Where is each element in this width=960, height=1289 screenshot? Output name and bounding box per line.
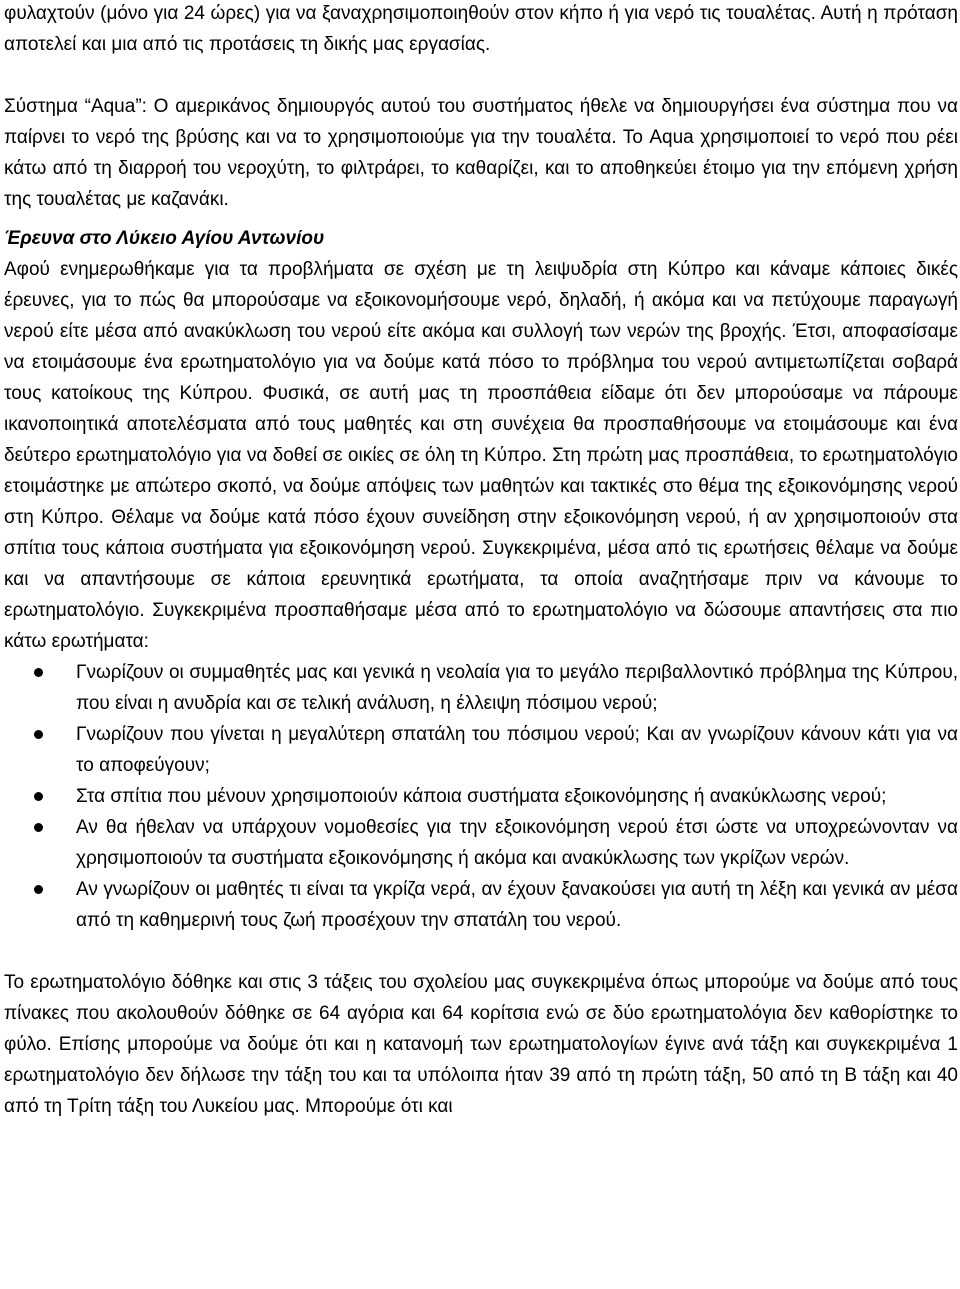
bullet-icon xyxy=(34,730,43,739)
section-heading: Έρευνα στο Λύκειο Αγίου Αντωνίου xyxy=(4,228,325,249)
paragraph-intro: φυλαχτούν (μόνο για 24 ώρες) για να ξαναχρησιμοποιηθούν στον κήπο ή για νερό τις τουαλέτας. Αυτή η πρόταση αποτελεί και μια από τις προτάσεις τη δικής μας εργασίας. xyxy=(4,3,958,55)
list-item-text: Αν γνωρίζουν οι μαθητές τι είναι τα γκρίζα νερά, αν έχουν ξανακούσει για αυτή τη λέξη και γενικά αν μέσα από τη καθημερινή τους ζωή προσέχουν την σπατάλη του νερού. xyxy=(76,879,958,931)
list-item xyxy=(4,874,958,936)
bullet-icon xyxy=(34,885,43,894)
list-item xyxy=(4,812,958,874)
research-questions-list xyxy=(4,657,958,936)
list-item-text: Γνωρίζουν οι συμμαθητές μας και γενικά η νεολαία για το μεγάλο περιβαλλοντικό πρόβλημα της Κύπρου, που είναι η ανυδρία και σε τελική ανάλυση, η έλλειψη πόσιμου νερού; xyxy=(76,662,958,714)
bullet-icon xyxy=(34,823,43,832)
list-item xyxy=(4,657,958,719)
list-item-text: Γνωρίζουν που γίνεται η μεγαλύτερη σπατάλη του πόσιμου νερού; Και αν γνωρίζουν κάνουν κάτι για να το αποφεύγουν; xyxy=(76,724,958,776)
paragraph-aqua-system: Σύστημα “Aqua”: Ο αμερικάνος δημιουργός αυτού του συστήματος ήθελε να δημιουργήσει ένα σύστημα που να παίρνει το νερό της βρύσης και να το χρησιμοποιούμε για την τουαλέτα. Το Aqua χρησιμοποιεί το νερό που ρέει κάτω από τη διαρροή του νεροχύτη, το φιλτράρει, το καθαρίζει, και το αποθηκεύει έτοιμο για την επόμενη χρήση της τουαλέτας με καζανάκι. xyxy=(4,96,958,210)
list-item-text: Στα σπίτια που μένουν χρησιμοποιούν κάποια συστήματα εξοικονόμησης ή ανακύκλωσης νερού; xyxy=(76,786,887,807)
list-item xyxy=(4,719,958,781)
paragraph-research: Αφού ενημερωθήκαμε για τα προβλήματα σε σχέση με τη λειψυδρία στη Κύπρο και κάναμε κάποιες δικές έρευνες, για το πώς θα μπορούσαμε να εξοικονομήσουμε νερό, δηλαδή, ή ακόμα και να πετύχουμε παραγωγή νερού είτε μέσα από ανακύκλωση του νερού είτε ακόμα και συλλογή των νερών της βροχής. Έτσι, αποφασίσαμε να ετοιμάσουμε ένα ερωτηματολόγιο για να δούμε κατά πόσο το πρόβλημα του νερού αντιμετωπίζεται σοβαρά τους κατοίκους της Κύπρου. Φυσικά, σε αυτή μας τη προσπάθεια είδαμε ότι δεν μπορούσαμε να πάρουμε ικανοποιητικά αποτελέσματα από τους μαθητές και στη συνέχεια θα προσπαθήσουμε να ετοιμάσουμε και ένα δεύτερο ερωτηματολόγιο για να δοθεί σε οικίες σε όλη τη Κύπρο. Στη πρώτη μας προσπάθεια, το ερωτηματολόγιο ετοιμάστηκε με απώτερο σκοπό, να δούμε απόψεις των μαθητών και τακτικές στο θέμα της εξοικονόμησης νερού στη Κύπρο. Θέλαμε να δούμε κατά πόσο έχουν συνείδηση στην εξοικονόμηση νερού, ή αν χρησιμοποιούν στα σπίτια τους κάποια συστήματα για εξοικονόμηση νερού. Συγκεκριμένα, μέσα από τις ερωτήσεις θέλαμε να δούμε και να απαντήσουμε σε κάποια ερευνητικά ερωτήματα, τα οποία αναζητήσαμε πριν να κάνουμε το ερωτηματολόγιο. Συγκεκριμένα προσπαθήσαμε μέσα από το ερωτηματολόγιο να δώσουμε απαντήσεις στα πιο κάτω ερωτήματα: xyxy=(4,259,958,652)
bullet-icon xyxy=(34,792,43,801)
list-item-text: Αν θα ήθελαν να υπάρχουν νομοθεσίες για την εξοικονόμηση νερού έτσι ώστε να υποχρεώνονταν να χρησιμοποιούν τα συστήματα εξοικονόμησης ή ακόμα και ανακύκλωσης των γκρίζων νερών. xyxy=(76,817,958,869)
paragraph-questionnaire-distribution: Το ερωτηματολόγιο δόθηκε και στις 3 τάξεις του σχολείου μας συγκεκριμένα όπως μπορούμε να δούμε από τους πίνακες που ακολουθούν δόθηκε σε 64 αγόρια και 64 κορίτσια ενώ σε δύο ερωτηματολόγια δεν καθορίστηκε το φύλο. Επίσης μπορούμε να δούμε ότι και η κατανομή των ερωτηματολογίων έγινε ανά τάξη και συγκεκριμένα 1 ερωτηματολόγιο δεν δήλωσε την τάξη του και τα υπόλοιπα ήταν 39 από τη πρώτη τάξη, 50 από τη Β τάξη και 40 από τη Τρίτη τάξη του Λυκείου μας. Μπορούμε ότι και xyxy=(4,972,958,1117)
bullet-icon xyxy=(34,668,43,677)
document-page xyxy=(4,0,958,1122)
list-item xyxy=(4,781,958,812)
